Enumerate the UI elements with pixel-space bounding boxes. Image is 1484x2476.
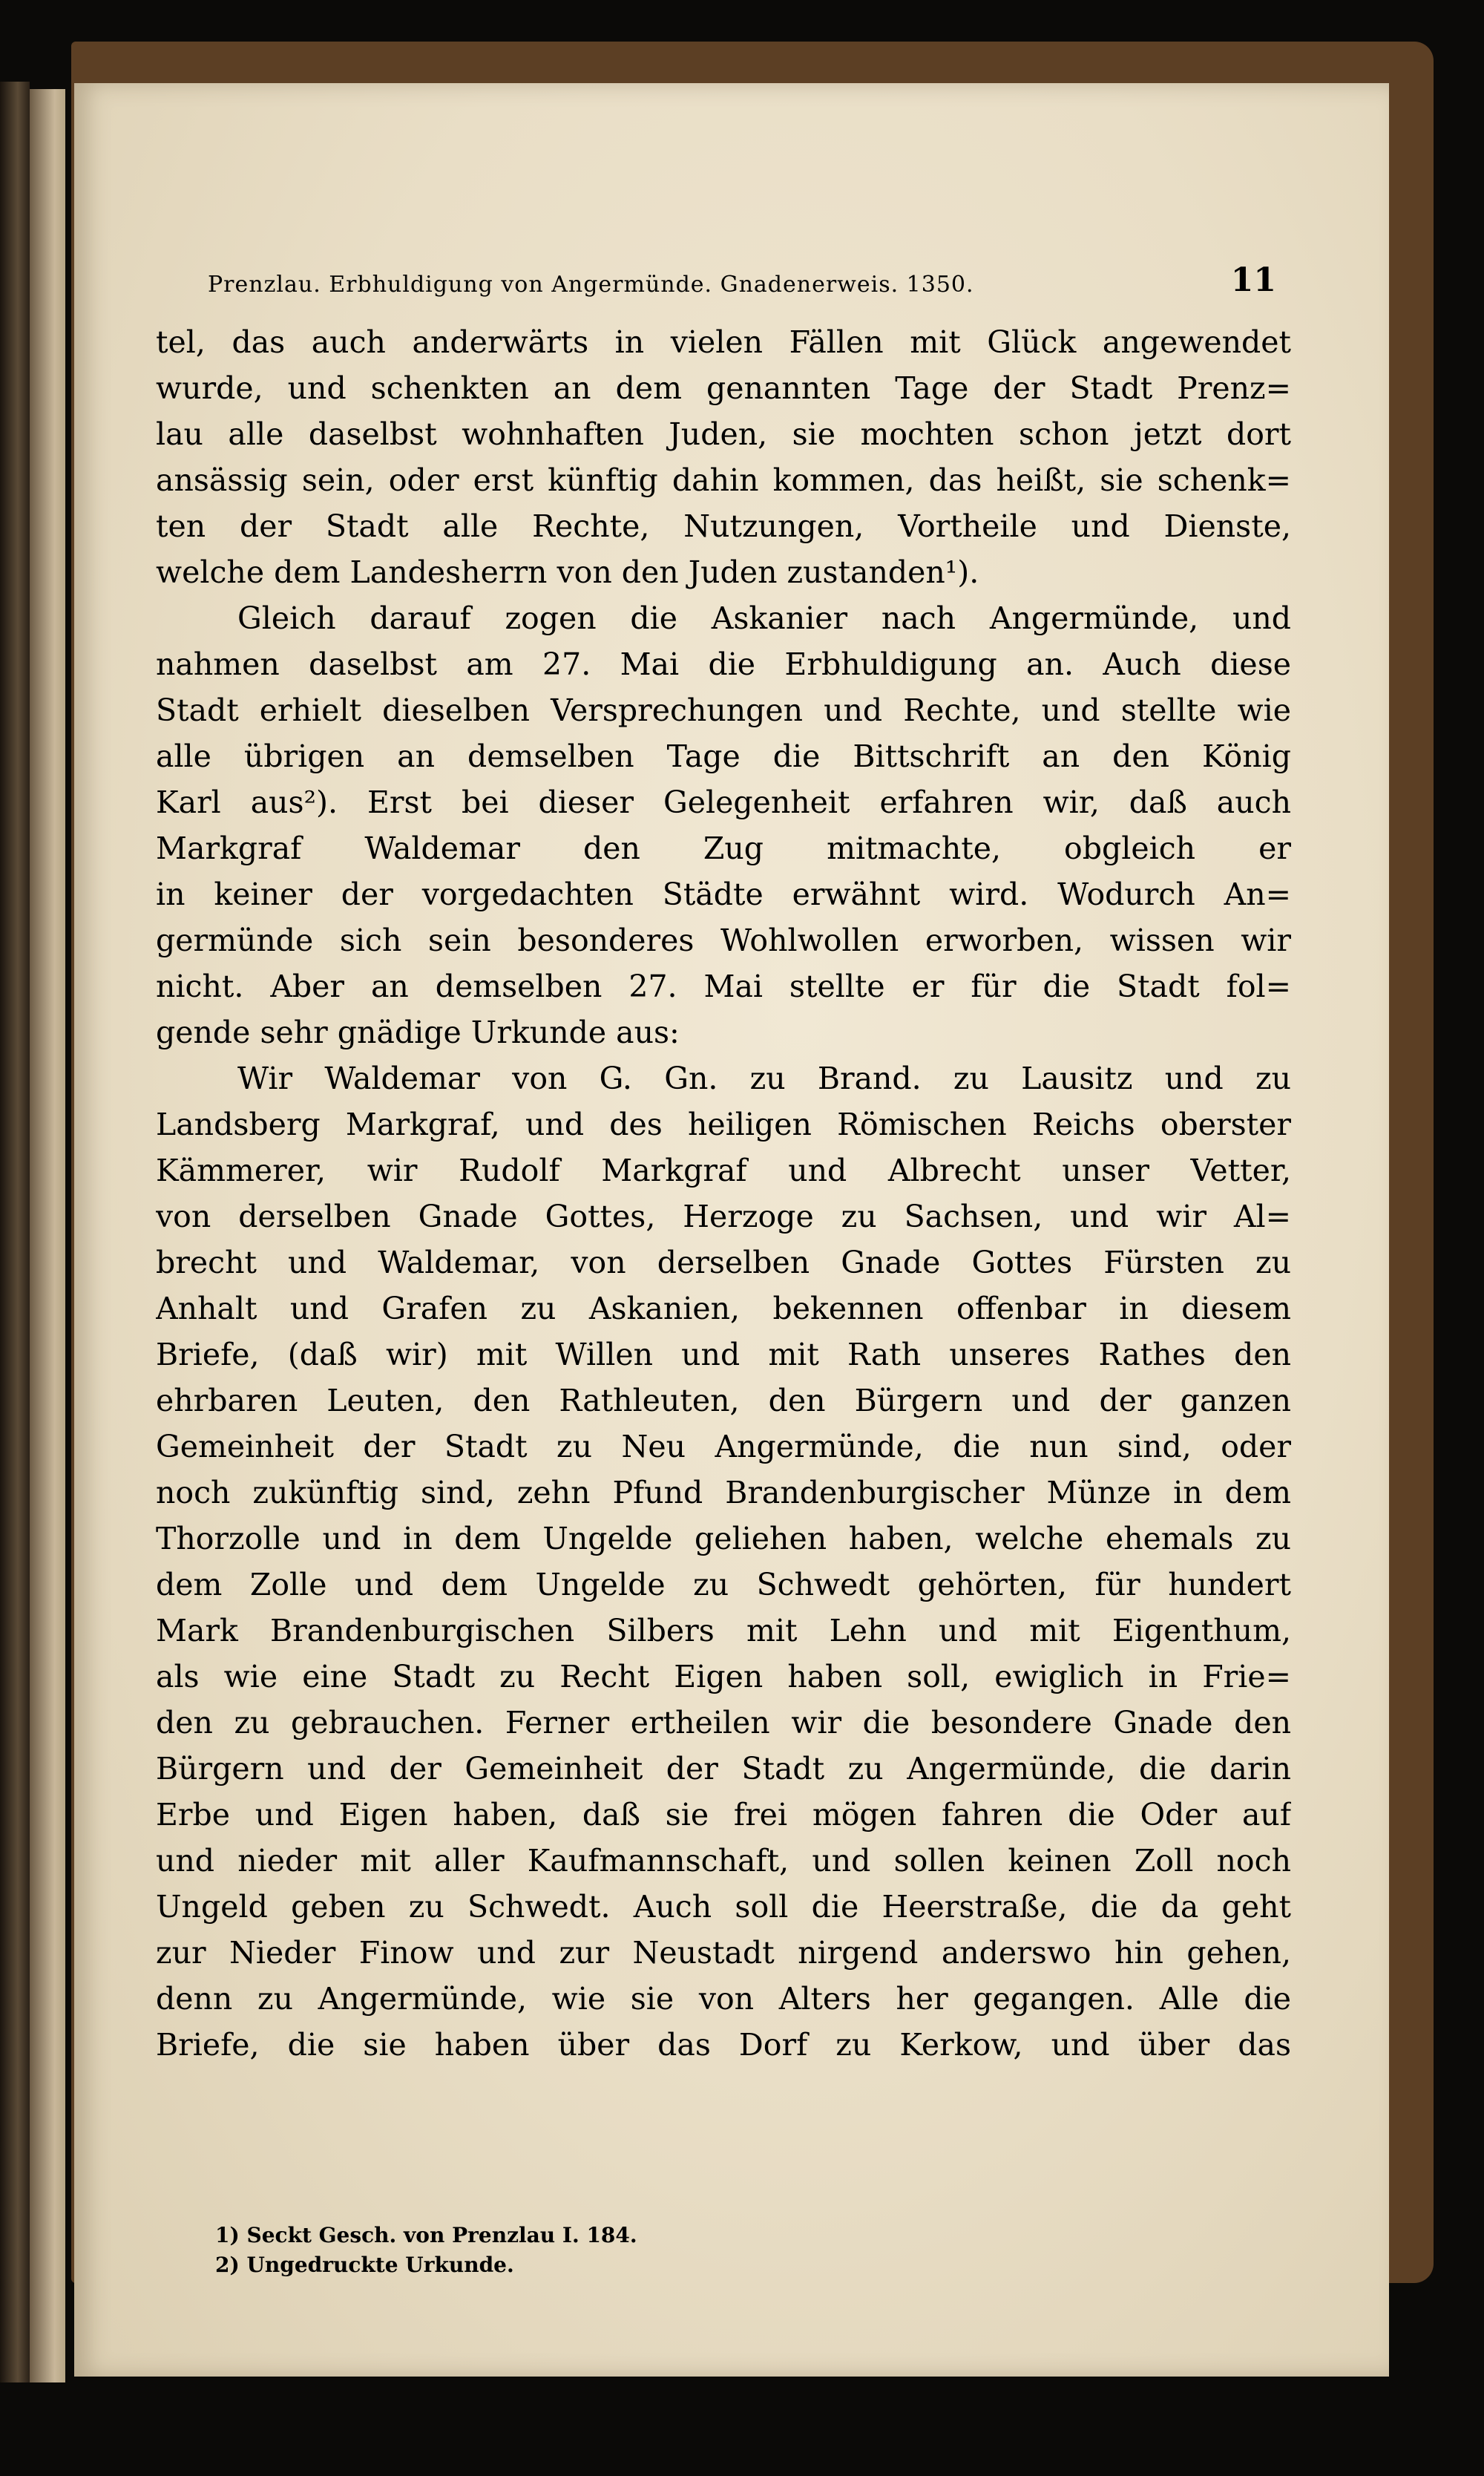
text-line: gende sehr gnädige Urkunde aus: [156,1015,680,1050]
text-line: wurde, und schenkten an dem genannten Tage der Stadt Prenz= [156,370,1291,406]
text-line: Anhalt und Grafen zu Askanien, bekennen offenbar in diesem [156,1291,1291,1326]
left-page-edge [30,89,65,2382]
text-line: tel, das auch anderwärts in vielen Fällen mit Glück angewendet [156,324,1291,360]
text-line: von derselben Gnade Gottes, Herzoge zu Sachsen, und wir Al= [156,1199,1291,1234]
text-line: Landsberg Markgraf, und des heiligen Römischen Reichs oberster [156,1107,1291,1142]
text-line: alle übrigen an demselben Tage die Bittschrift an den König [156,738,1291,774]
text-line: Mark Brandenburgischen Silbers mit Lehn und mit Eigenthum, [156,1613,1291,1648]
running-head [208,261,1276,306]
text-line: brecht und Waldemar, von derselben Gnade Gottes Fürsten zu [156,1245,1291,1280]
text-line: ansässig sein, oder erst künftig dahin kommen, das heißt, sie schenk= [156,462,1291,498]
text-line: den zu gebrauchen. Ferner ertheilen wir die besondere Gnade den [156,1705,1291,1740]
text-line: nicht. Aber an demselben 27. Mai stellte er für die Stadt fol= [156,969,1291,1004]
body-text [156,319,1291,2068]
text-line: Karl aus²). Erst bei dieser Gelegenheit erfahren wir, daß auch [156,785,1291,820]
text-line: Gleich darauf zogen die Askanier nach Angermünde, und [237,600,1291,636]
page-number: 11 [1230,261,1276,299]
text-line: lau alle daselbst wohnhaften Juden, sie mochten schon jetzt dort [156,416,1291,452]
text-line: germünde sich sein besonderes Wohlwollen erworben, wissen wir [156,923,1291,958]
text-line: als wie eine Stadt zu Recht Eigen haben soll, ewiglich in Frie= [156,1659,1291,1694]
text-line: Wir Waldemar von G. Gn. zu Brand. zu Lausitz und zu [237,1061,1291,1096]
text-line: Bürgern und der Gemeinheit der Stadt zu Angermünde, die darin [156,1751,1291,1786]
text-line: ten der Stadt alle Rechte, Nutzungen, Vortheile und Dienste, [156,508,1291,544]
text-line: Erbe und Eigen haben, daß sie frei mögen fahren die Oder auf [156,1797,1291,1833]
text-line: Kämmerer, wir Rudolf Markgraf und Albrecht unser Vetter, [156,1153,1291,1188]
text-line: Stadt erhielt dieselben Versprechungen und Rechte, und stellte wie [156,692,1291,728]
page-paper [74,83,1389,2377]
running-title: Prenzlau. Erbhuldigung von Angermünde. Gnadenerweis. 1350. [208,272,974,298]
footnote: 1) Seckt Gesch. von Prenzlau I. 184. [215,2223,637,2247]
text-line: welche dem Landesherrn von den Juden zustanden¹). [156,554,979,590]
text-line: Markgraf Waldemar den Zug mitmachte, obgleich er [156,831,1291,866]
text-line: noch zukünftig sind, zehn Pfund Brandenburgischer Münze in dem [156,1475,1291,1510]
text-line: Ungeld geben zu Schwedt. Auch soll die Heerstraße, die da geht [156,1889,1291,1925]
text-line: Gemeinheit der Stadt zu Neu Angermünde, die nun sind, oder [156,1429,1291,1464]
text-line: und nieder mit aller Kaufmannschaft, und sollen keinen Zoll noch [156,1843,1291,1879]
text-line: dem Zolle und dem Ungelde zu Schwedt gehörten, für hundert [156,1567,1291,1602]
text-line: denn zu Angermünde, wie sie von Alters her gegangen. Alle die [156,1981,1291,2017]
text-line: nahmen daselbst am 27. Mai die Erbhuldigung an. Auch diese [156,646,1291,682]
text-line: Thorzolle und in dem Ungelde geliehen haben, welche ehemals zu [156,1521,1291,1556]
text-line: Briefe, (daß wir) mit Willen und mit Rath unseres Rathes den [156,1337,1291,1372]
text-line: zur Nieder Finow und zur Neustadt nirgend anderswo hin gehen, [156,1935,1291,1971]
footnote: 2) Ungedruckte Urkunde. [215,2253,514,2277]
text-line: in keiner der vorgedachten Städte erwähnt wird. Wodurch An= [156,877,1291,912]
footnotes [215,2221,1106,2280]
text-line: Briefe, die sie haben über das Dorf zu Kerkow, und über das [156,2027,1291,2063]
book-spine [0,82,30,2382]
text-line: ehrbaren Leuten, den Rathleuten, den Bürgern und der ganzen [156,1383,1291,1418]
